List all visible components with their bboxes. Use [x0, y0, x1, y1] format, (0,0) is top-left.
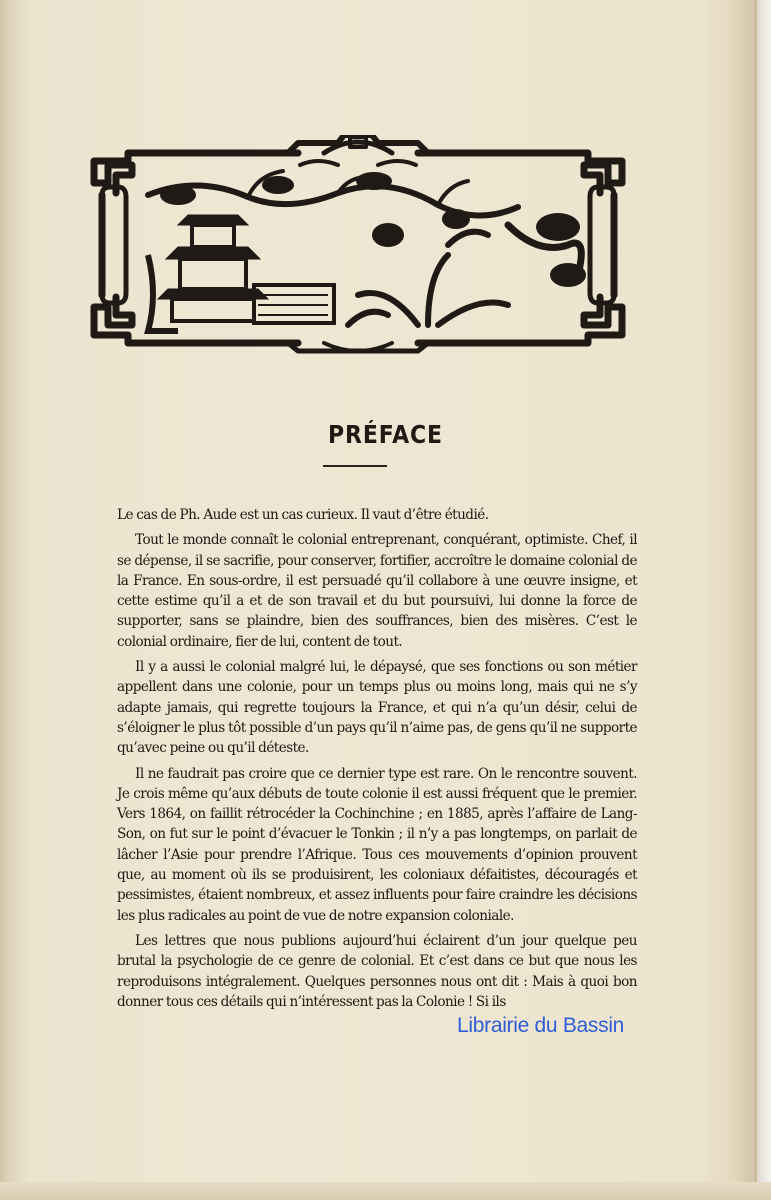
page-edge [754, 0, 757, 1200]
page-bottom-edge [0, 1182, 771, 1200]
watermark: Librairie du Bassin [457, 1014, 625, 1037]
paragraph-2: Tout le monde connaît le colonial entreprenant, conquérant, optimiste. Chef, il se dépense, il se sacrifie, pour conserver, fortifier, accroître le domaine colonial de la France. En sous-ordre, il est persuadé qu’il collabore à une œuvre insigne, et cette estime qu’il a et de son travail et du but poursuivi, lui donne la force de supporter, sans se plaindre, bien des souffrances, bien des misères. C’est le colonial ordinaire, fier de lui, content de tout. [117, 532, 637, 650]
paragraph-3: Il y a aussi le colonial malgré lui, le dépaysé, que ses fonctions ou son métier appellent dans une colonie, pour un temps plus ou moins long, mais qui ne s’y adapte jamais, qui regrette toujours la France, et qui n’a qu’un désir, celui de s’éloigner le plus tôt possible d’un pays qu’il n’aime pas, de gens qu’il ne supporte qu’avec peine ou qu’il déteste. [117, 659, 637, 757]
body-text [117, 505, 637, 1017]
paragraph-4: Il ne faudrait pas croire que ce dernier type est rare. On le rencontre souvent. Je crois même qu’aux débuts de toute colonie il est aussi fréquent que le premier. Vers 1864, on faillit rétrocéder la Cochinchine ; en 1885, après l’affaire de Lang-Son, on fut sur le point d’évacuer le Tonkin ; il n’y a pas longtemps, on parlait de lâcher l’Asie pour prendre l’Afrique. Tous ces mouvements d’opinion prouvent que, au moment où ils se produisirent, les coloniaux défaitistes, découragés et pessimistes, étaient nombreux, et assez influents pour faire craindre les décisions les plus radicales au point de vue de notre expansion coloniale. [117, 765, 637, 924]
chinese-pagoda-landscape-ornament-icon [88, 135, 628, 355]
page-title: PRÉFACE [328, 420, 443, 449]
paragraph-5: Les lettres que nous publions aujourd’hui éclairent d’un jour quelque peu brutal la psychologie de ce genre de colonial. Et c’est dans ce but que nous les reproduisons intégralement. Quelques personnes nous ont dit : Mais à quoi bon donner tous ces détails qui n’intéressent pas la Colonie ! Si ils [117, 932, 637, 1010]
title-rule [323, 465, 387, 467]
paragraph-1: Le cas de Ph. Aude est un cas curieux. Il vaut d’être étudié. [117, 507, 489, 523]
